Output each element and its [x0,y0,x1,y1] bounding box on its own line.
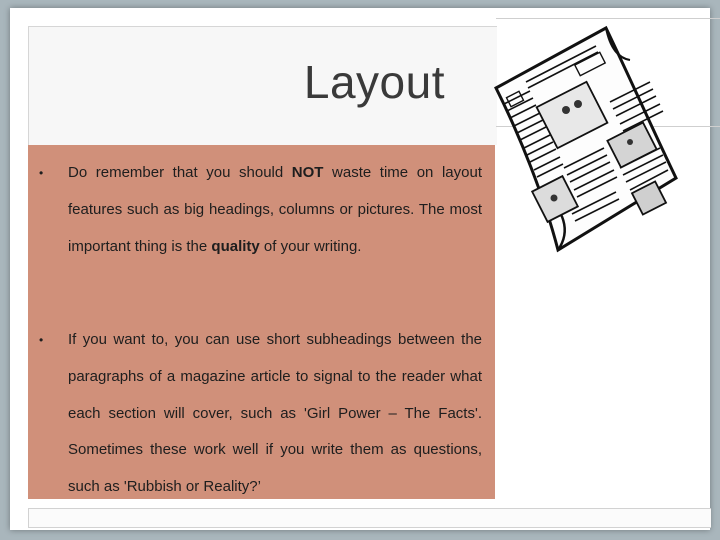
bullet-dot: • [39,166,44,180]
newspaper-clipart-icon [480,18,680,268]
bullet-dot: • [39,333,44,347]
emphasis-quality: quality [211,237,260,255]
text-run: If you want to, you can use short subheadings between the paragraphs of a magazine article to signal to the reader what each section will cover, such as 'Girl Power – The Facts'. Sometimes these work well if you write them as questions, such as 'Rubbish or Reality?’ [68,331,482,496]
bullet-text [68,155,482,265]
title-area [28,26,497,145]
bullet-item [28,155,482,265]
text-run: Do remember that you should [68,164,292,181]
bottom-bar [28,508,711,528]
bullet-text [68,322,482,506]
bullet-item [28,322,482,506]
text-run: of your writing. [259,237,362,255]
emphasis-not: NOT [291,164,324,181]
content-box [28,145,495,499]
text-run: waste time on layout features such as big headings, columns or pictures. The most important thing is the [68,164,482,255]
slide-title: Layout [303,56,445,108]
